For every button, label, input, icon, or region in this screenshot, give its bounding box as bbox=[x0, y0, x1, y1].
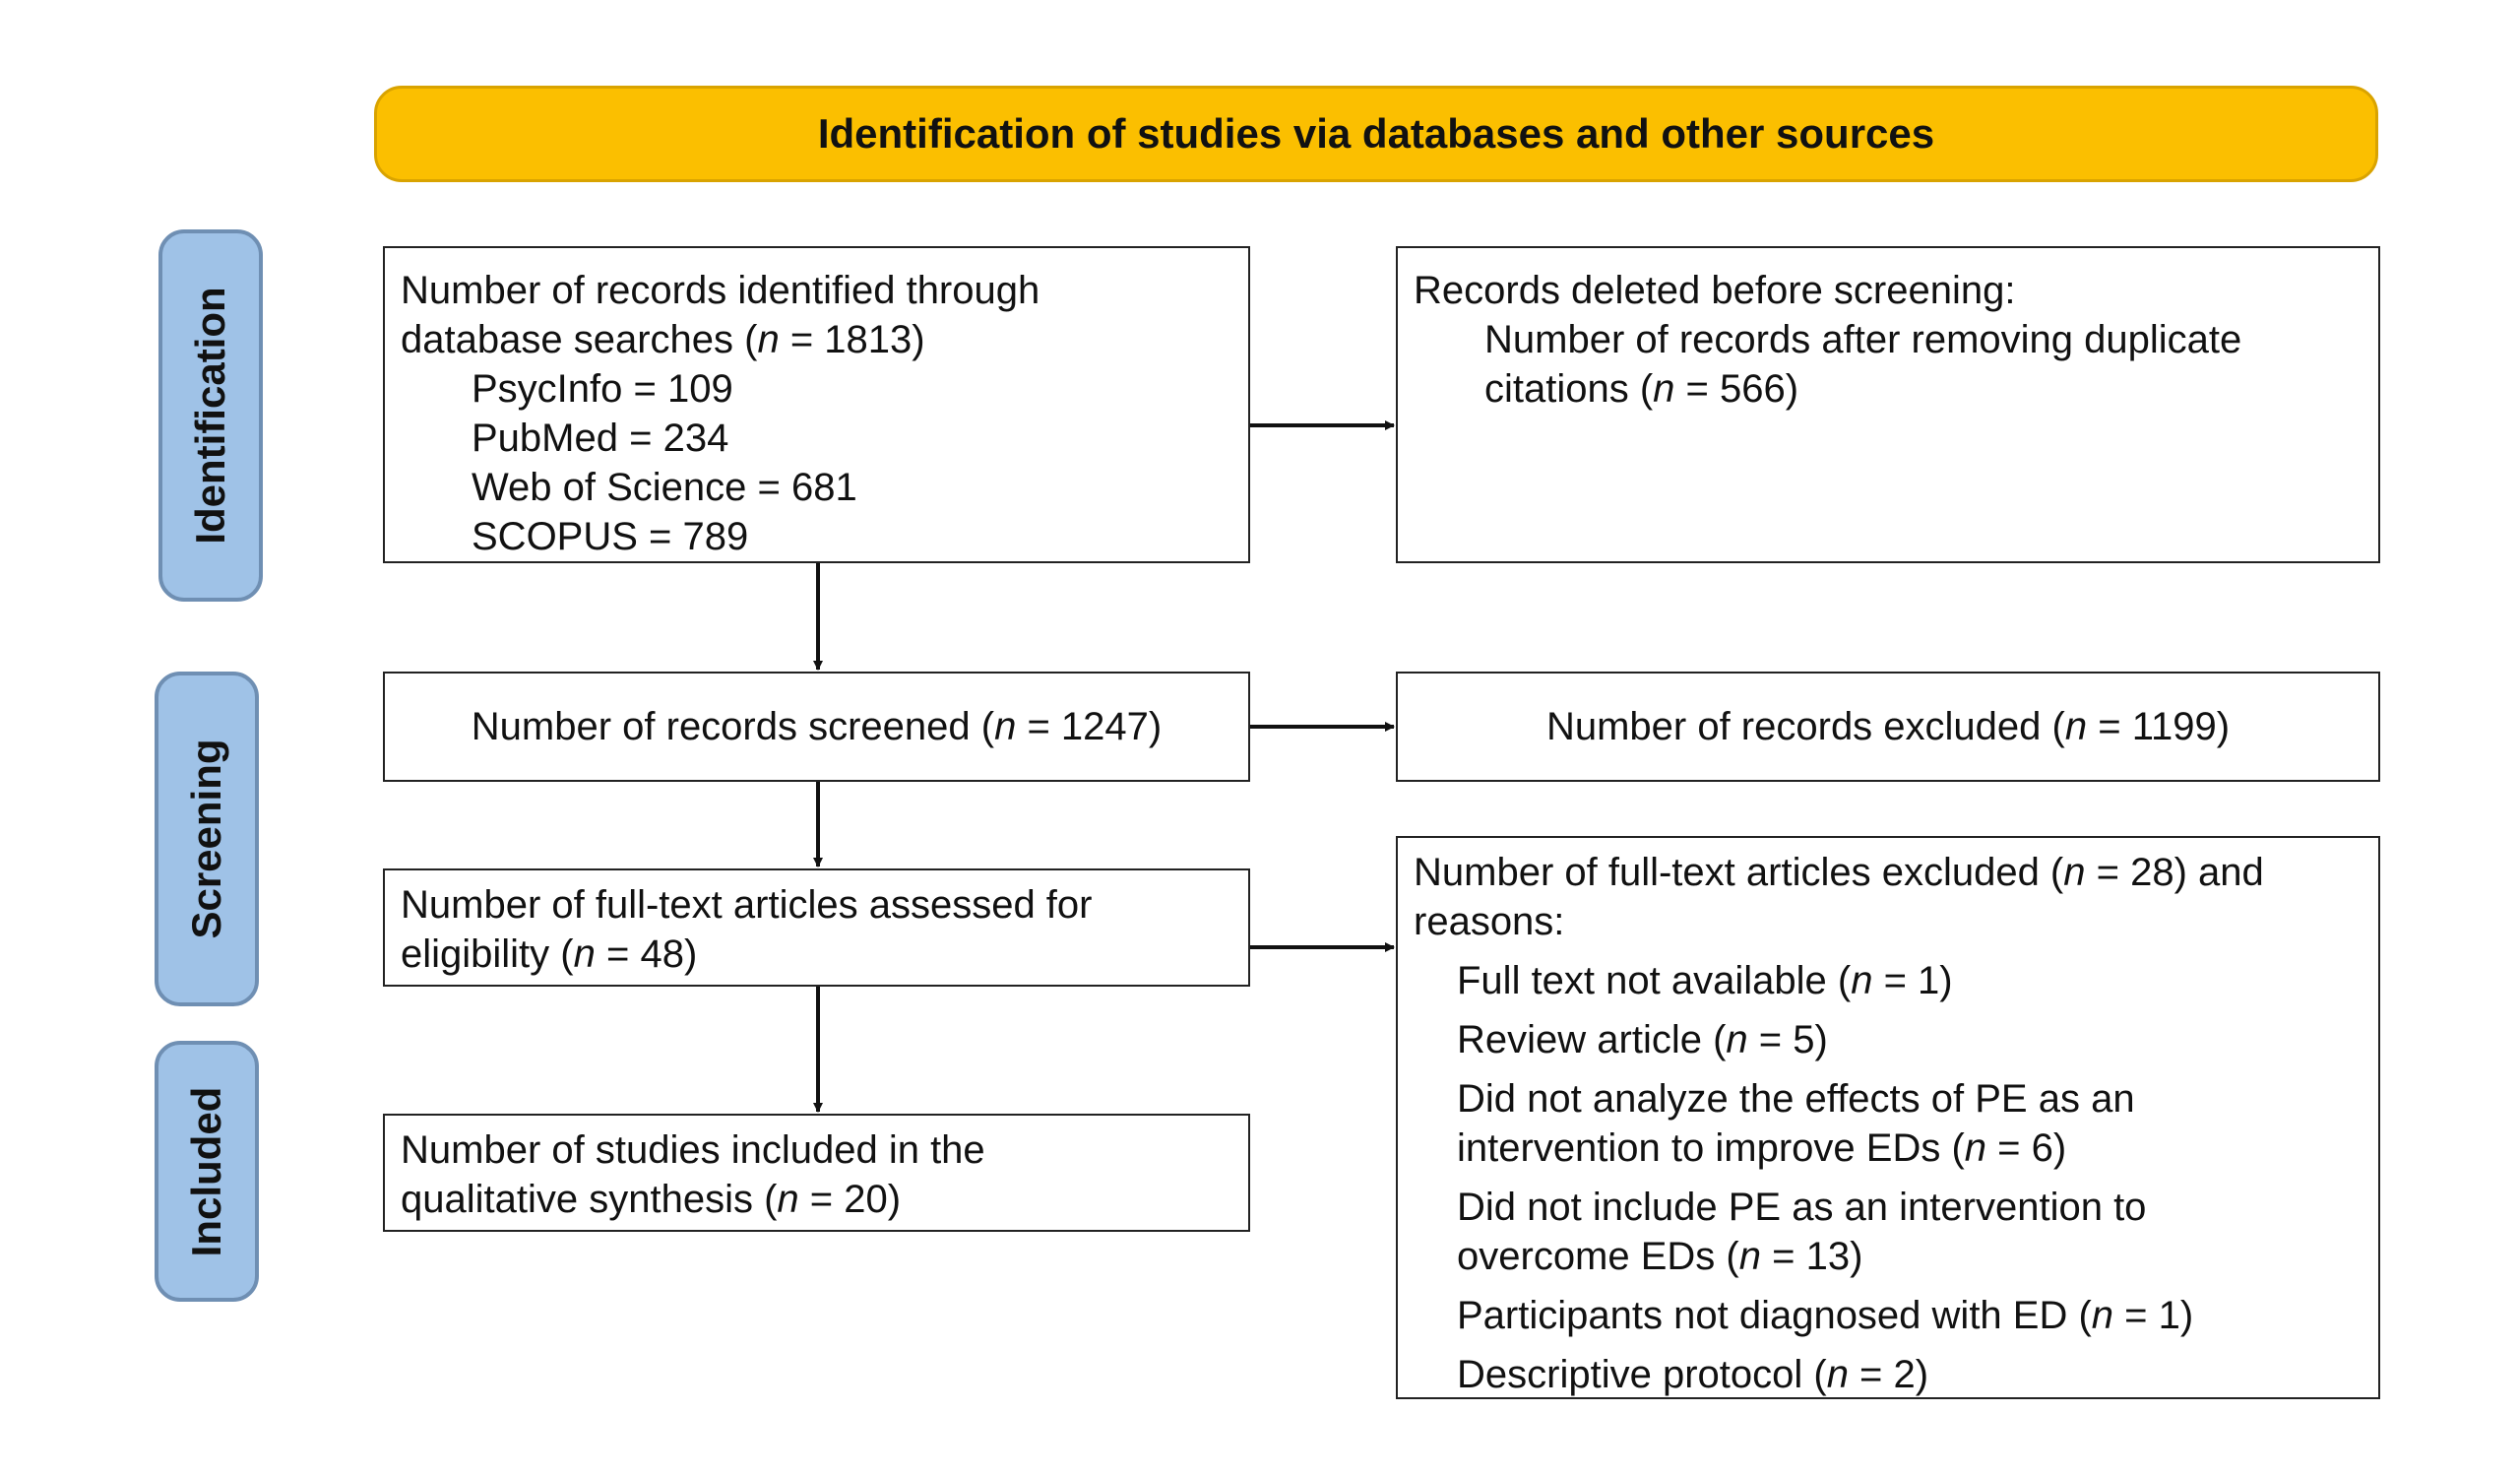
reason-not-diagnosed: Participants not diagnosed with ED (n = 1) bbox=[1457, 1294, 2194, 1337]
records-deleted-line2: citations (n = 566) bbox=[1484, 367, 1799, 411]
records-excluded-text: Number of records excluded (n = 1199) bbox=[1545, 705, 2231, 748]
source-web-of-science: Web of Science = 681 bbox=[472, 466, 857, 509]
phase-identification-label: Identification bbox=[187, 287, 233, 545]
source-scopus: SCOPUS = 789 bbox=[472, 515, 749, 558]
fulltext-excluded-line2: reasons: bbox=[1414, 900, 1565, 943]
records-deleted-title: Records deleted before screening: bbox=[1414, 269, 2016, 312]
reason-did-not-include: Did not include PE as an intervention to overcome EDs (n = 13) bbox=[1457, 1186, 2147, 1278]
fulltext-excluded-line1: Number of full-text articles excluded (n = 28) and bbox=[1414, 851, 2264, 894]
reason-review-article: Review article (n = 5) bbox=[1457, 1018, 1828, 1061]
identification-line1: Number of records identified through bbox=[401, 269, 1040, 312]
reason-descriptive-protocol: Descriptive protocol (n = 2) bbox=[1457, 1353, 1929, 1396]
records-screened-text: Number of records screened (n = 1247) bbox=[471, 705, 1163, 748]
fulltext-assessed-box bbox=[383, 868, 1250, 987]
phase-included-label: Included bbox=[183, 1086, 229, 1256]
source-psycinfo: PsycInfo = 109 bbox=[472, 367, 733, 411]
studies-included-box bbox=[383, 1114, 1250, 1232]
phase-screening-label: Screening bbox=[183, 738, 229, 939]
phase-identification bbox=[158, 229, 263, 602]
fulltext-excluded-box bbox=[1396, 836, 2380, 1399]
records-deleted-box bbox=[1396, 246, 2380, 563]
records-excluded-box bbox=[1396, 672, 2380, 782]
records-screened-box bbox=[383, 672, 1250, 782]
studies-included-line2: qualitative synthesis (n = 20) bbox=[401, 1178, 902, 1221]
fulltext-assessed-line1: Number of full-text articles assessed for bbox=[401, 883, 1093, 927]
fulltext-assessed-line2: eligibility (n = 48) bbox=[401, 932, 698, 976]
identification-line2: database searches (n = 1813) bbox=[401, 318, 925, 361]
identification-box bbox=[383, 246, 1250, 563]
header-banner bbox=[374, 86, 2378, 182]
reason-full-text-unavailable: Full text not available (n = 1) bbox=[1457, 959, 1953, 1002]
records-deleted-line1: Number of records after removing duplicate bbox=[1484, 318, 2242, 361]
reason-did-not-analyze: Did not analyze the effects of PE as an intervention to improve EDs (n = 6) bbox=[1457, 1077, 2135, 1170]
studies-included-line1: Number of studies included in the bbox=[401, 1128, 985, 1172]
source-pubmed: PubMed = 234 bbox=[472, 417, 729, 460]
banner-title: Identification of studies via databases and other sources bbox=[817, 110, 1935, 157]
phase-included bbox=[155, 1041, 259, 1302]
phase-screening bbox=[155, 672, 259, 1006]
